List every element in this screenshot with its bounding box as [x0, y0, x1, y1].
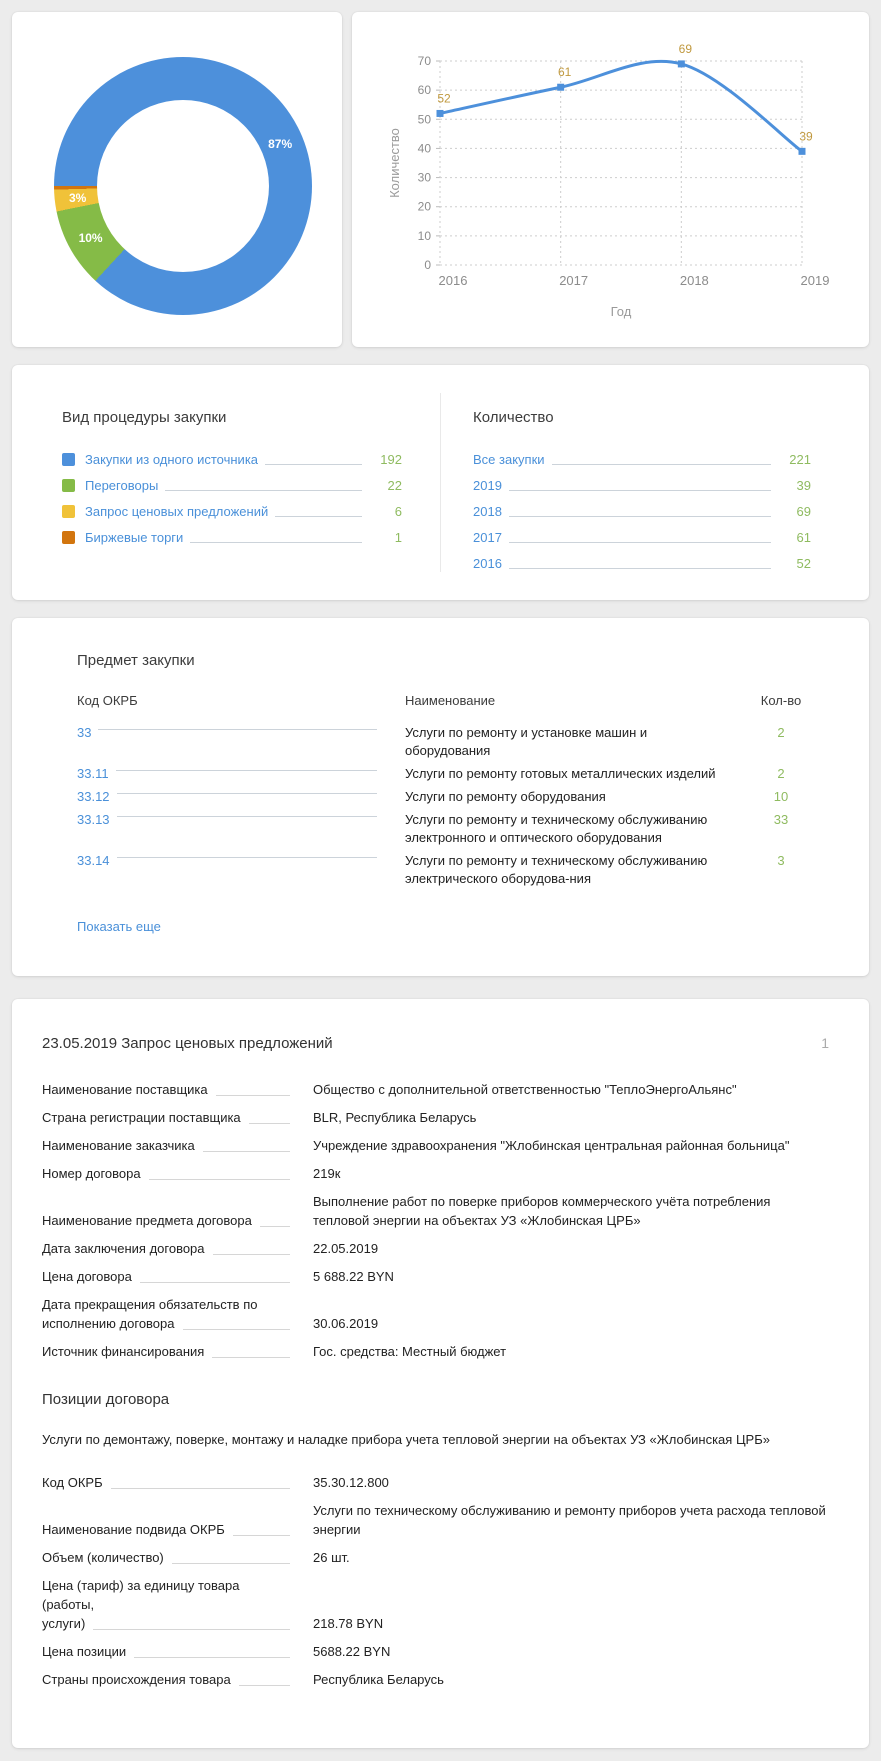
- count-panel-title: Количество: [473, 409, 554, 426]
- x-tick-label: 2018: [679, 273, 709, 288]
- field-label-line: [42, 1314, 290, 1333]
- row-name: Услуги по ремонту и техническому обслуживанию электронного и оптического оборудования: [405, 812, 708, 845]
- field-value: Услуги по техническому обслуживанию и ремонту приборов учета расхода тепловой энергии: [313, 1503, 826, 1537]
- leader-line: [117, 816, 377, 817]
- field-label-text: Дата прекращения обязательств по: [42, 1297, 258, 1312]
- leader-line: [111, 1488, 290, 1489]
- field-value: 5 688.22 BYN: [313, 1269, 394, 1284]
- leader-line: [203, 1151, 290, 1152]
- x-axis-title: Год: [610, 304, 632, 319]
- count-link[interactable]: Все закупки: [473, 451, 545, 467]
- count-value: 52: [796, 555, 811, 571]
- leader-line: [116, 770, 377, 771]
- field-value: 22.05.2019: [313, 1241, 379, 1256]
- leader-line: [509, 542, 771, 543]
- field-label: [42, 1576, 290, 1633]
- data-point-label: 61: [557, 65, 572, 80]
- data-point-marker: [437, 110, 444, 117]
- field-label-line: [42, 1670, 290, 1689]
- count-link[interactable]: 2019: [473, 477, 502, 493]
- leader-line: [260, 1226, 290, 1227]
- row-name: Услуги по ремонту и установке машин и оборудования: [405, 725, 648, 758]
- field-row: [42, 1080, 829, 1099]
- field-label-text: услуги): [42, 1616, 86, 1631]
- field-label: [42, 1295, 290, 1333]
- subject-card: [12, 618, 869, 976]
- count-item: [473, 550, 811, 576]
- data-point-marker: [678, 60, 685, 67]
- field-label-line: [42, 1520, 290, 1539]
- legend-link[interactable]: Биржевые торги: [85, 529, 184, 545]
- charts-row: [12, 12, 869, 347]
- field-label-line: [42, 1267, 290, 1286]
- count-value: 39: [796, 477, 811, 493]
- row-count: 2: [777, 766, 785, 781]
- field-label-text: Код ОКРБ: [42, 1475, 103, 1490]
- code-cell: [77, 811, 405, 829]
- legend-link[interactable]: Закупки из одного источника: [85, 451, 259, 467]
- row-name: Услуги по ремонту и техническому обслуживанию электрического оборудова-ния: [405, 853, 708, 886]
- contract-index: 1: [821, 1035, 829, 1051]
- leader-line: [216, 1095, 290, 1096]
- field-label: [42, 1670, 290, 1689]
- subject-title: Предмет закупки: [77, 652, 195, 669]
- leader-line: [149, 1179, 290, 1180]
- field-label-line: [42, 1548, 290, 1567]
- field-label-line: [42, 1614, 290, 1633]
- field-label-line: [42, 1342, 290, 1361]
- row-count: 2: [777, 725, 785, 740]
- positions-title: Позиции договора: [42, 1391, 170, 1408]
- donut-percent-label: 87%: [268, 136, 293, 151]
- field-label-text: Наименование заказчика: [42, 1138, 195, 1153]
- field-label: [42, 1642, 290, 1661]
- code-link[interactable]: 33.14: [77, 853, 110, 868]
- field-label-text: Наименование подвида ОКРБ: [42, 1522, 225, 1537]
- field-value: 219к: [313, 1166, 341, 1181]
- legend-value: 1: [394, 529, 402, 545]
- field-row: [42, 1576, 829, 1633]
- subject-table-body: [77, 724, 804, 888]
- legend-value: 22: [387, 477, 402, 493]
- x-tick-label: 2016: [438, 273, 468, 288]
- field-label-text: Цена (тариф) за единицу товара (работы,: [42, 1578, 240, 1612]
- field-row: [42, 1670, 829, 1689]
- code-cell: [77, 852, 405, 870]
- field-label-line: [42, 1164, 290, 1183]
- x-tick-label: 2017: [559, 273, 589, 288]
- column-header-name: Наименование: [405, 693, 496, 708]
- field-label: [42, 1520, 290, 1539]
- leader-line: [239, 1685, 290, 1686]
- count-item: [473, 472, 811, 498]
- legend-swatch: [62, 453, 75, 466]
- field-row: [42, 1473, 829, 1492]
- legend-item: [62, 498, 402, 524]
- code-cell: [77, 765, 405, 783]
- count-panel: [440, 393, 819, 572]
- field-label-line: [42, 1136, 290, 1155]
- procedure-legend-list: [62, 446, 402, 550]
- data-point-label: 52: [437, 91, 451, 106]
- count-value: 69: [796, 503, 811, 519]
- field-row: [42, 1295, 829, 1333]
- count-link[interactable]: 2016: [473, 555, 502, 571]
- data-point-label: 39: [799, 129, 813, 144]
- leader-line: [117, 857, 377, 858]
- legend-value: 6: [394, 503, 402, 519]
- code-cell: [77, 788, 405, 806]
- contract-header: [42, 1035, 829, 1052]
- row-count: 3: [777, 853, 785, 868]
- donut-percent-label: 10%: [78, 230, 103, 245]
- show-more-link[interactable]: Показать еще: [77, 919, 161, 934]
- leader-line: [509, 568, 771, 569]
- code-link[interactable]: 33: [77, 725, 92, 740]
- count-link-list: [473, 446, 811, 576]
- legend-swatch: [62, 479, 75, 492]
- y-tick-label: 40: [417, 141, 431, 156]
- field-label: [42, 1342, 290, 1361]
- count-link[interactable]: 2017: [473, 529, 502, 545]
- legend-item: [62, 472, 402, 498]
- leader-line: [140, 1282, 290, 1283]
- field-label-text: Объем (количество): [42, 1550, 164, 1565]
- field-label-line: [42, 1108, 290, 1127]
- field-row: [42, 1267, 829, 1286]
- field-label-text: Номер договора: [42, 1166, 141, 1181]
- count-item: [473, 446, 811, 472]
- donut-percent-label: 3%: [69, 191, 87, 206]
- data-point-marker: [799, 148, 806, 155]
- field-value: Общество с дополнительной ответственностью "ТеплоЭнергоАльянс": [313, 1082, 737, 1097]
- field-row: [42, 1239, 829, 1258]
- leader-line: [134, 1657, 290, 1658]
- position-fields: [42, 1473, 829, 1689]
- field-label-line: [42, 1642, 290, 1661]
- legend-link[interactable]: Запрос ценовых предложений: [85, 503, 269, 519]
- field-label: [42, 1473, 290, 1492]
- field-label: [42, 1164, 290, 1183]
- leader-line: [93, 1629, 290, 1630]
- row-count: 10: [773, 789, 789, 804]
- field-label: [42, 1548, 290, 1567]
- table-row: [77, 724, 804, 760]
- leader-line: [190, 542, 362, 543]
- field-row: [42, 1642, 829, 1661]
- count-link[interactable]: 2018: [473, 503, 502, 519]
- leader-line: [183, 1329, 291, 1330]
- field-row: [42, 1136, 829, 1155]
- field-label-text: Страна регистрации поставщика: [42, 1110, 241, 1125]
- leader-line: [117, 793, 377, 794]
- field-row: [42, 1164, 829, 1183]
- field-value: 5688.22 BYN: [313, 1644, 391, 1659]
- data-point-marker: [557, 84, 564, 91]
- leader-line: [165, 490, 362, 491]
- procedure-panel-title: Вид процедуры закупки: [62, 409, 227, 426]
- field-label-text: Цена позиции: [42, 1644, 127, 1659]
- y-tick-label: 0: [424, 258, 431, 272]
- legend-swatch: [62, 505, 75, 518]
- leader-line: [172, 1563, 290, 1564]
- field-value: BLR, Республика Беларусь: [313, 1110, 477, 1125]
- field-label-text: Дата заключения договора: [42, 1241, 205, 1256]
- field-value: 218.78 BYN: [313, 1616, 384, 1631]
- y-tick-label: 10: [417, 228, 431, 243]
- donut-chart-card: [12, 12, 342, 347]
- procedure-donut-chart: [54, 57, 312, 315]
- count-item: [473, 498, 811, 524]
- field-label: [42, 1211, 290, 1230]
- y-tick-label: 70: [417, 54, 431, 68]
- field-value: Республика Беларусь: [313, 1672, 444, 1687]
- contract-card: [12, 999, 869, 1748]
- field-label-text: Цена договора: [42, 1269, 132, 1284]
- leader-line: [249, 1123, 290, 1124]
- field-label-text: Наименование поставщика: [42, 1082, 208, 1097]
- row-name: Услуги по ремонту готовых металлических изделий: [405, 766, 716, 781]
- leader-line: [213, 1254, 290, 1255]
- column-header-count: Кол-во: [760, 693, 802, 708]
- legend-swatch: [62, 531, 75, 544]
- field-label-line: [42, 1473, 290, 1492]
- leader-line: [509, 516, 771, 517]
- table-row: [77, 852, 804, 888]
- field-value: 35.30.12.800: [313, 1475, 389, 1490]
- table-row: [77, 811, 804, 847]
- y-tick-label: 60: [417, 83, 431, 98]
- field-label: [42, 1136, 290, 1155]
- field-row: [42, 1342, 829, 1361]
- leader-line: [275, 516, 362, 517]
- leader-line: [509, 490, 771, 491]
- count-by-year-line-chart: [352, 12, 869, 347]
- field-label-text: Наименование предмета договора: [42, 1213, 252, 1228]
- legend-link[interactable]: Переговоры: [85, 477, 159, 493]
- field-value: Учреждение здравоохранения "Жлобинская центральная районная больница": [313, 1138, 790, 1153]
- count-value: 61: [796, 529, 811, 545]
- code-link[interactable]: 33.11: [77, 766, 109, 781]
- y-tick-label: 20: [417, 199, 431, 214]
- procedure-panel: [62, 409, 440, 556]
- y-axis-title: Количество: [387, 128, 402, 198]
- code-link[interactable]: 33.12: [77, 789, 110, 804]
- legend-item: [62, 524, 402, 550]
- field-row: [42, 1548, 829, 1567]
- y-tick-label: 30: [417, 170, 431, 185]
- field-row: [42, 1501, 829, 1539]
- field-value: Выполнение работ по поверке приборов коммерческого учёта потребления тепловой энергии на объектах УЗ «Жлобинская ЦРБ»: [313, 1194, 771, 1228]
- x-tick-label: 2019: [800, 273, 830, 288]
- leader-line: [265, 464, 362, 465]
- leader-line: [233, 1535, 290, 1536]
- table-row: [77, 788, 804, 806]
- field-label-text: Источник финансирования: [42, 1344, 205, 1359]
- code-cell: [77, 724, 405, 742]
- field-value: 26 шт.: [313, 1550, 350, 1565]
- field-row: [42, 1192, 829, 1230]
- field-label-line: [42, 1080, 290, 1099]
- position-summary: Услуги по демонтажу, поверке, монтажу и наладке прибора учета тепловой энергии на объектах УЗ «Жлобинская ЦРБ»: [42, 1432, 770, 1447]
- field-label: [42, 1239, 290, 1258]
- legend-value: 192: [380, 451, 402, 467]
- data-point-label: 69: [678, 41, 693, 56]
- contract-title: 23.05.2019 Запрос ценовых предложений: [42, 1035, 333, 1052]
- summary-panels-card: [12, 365, 869, 600]
- leader-line: [552, 464, 771, 465]
- field-label-line: [42, 1211, 290, 1230]
- leader-line: [212, 1357, 290, 1358]
- line-series: [440, 61, 802, 151]
- table-row: [77, 765, 804, 783]
- y-tick-label: 50: [417, 112, 431, 127]
- legend-item: [62, 446, 402, 472]
- field-label: [42, 1267, 290, 1286]
- field-row: [42, 1108, 829, 1127]
- row-name: Услуги по ремонту оборудования: [405, 789, 606, 804]
- field-label: [42, 1108, 290, 1127]
- column-header-code: Код ОКРБ: [77, 693, 138, 708]
- field-value: 30.06.2019: [313, 1316, 379, 1331]
- row-count: 33: [773, 812, 789, 827]
- count-value: 221: [789, 451, 811, 467]
- subject-table-header: [77, 693, 804, 708]
- field-label-text: исполнению договора: [42, 1316, 175, 1331]
- leader-line: [98, 729, 377, 730]
- count-item: [473, 524, 811, 550]
- line-chart-card: [352, 12, 869, 347]
- contract-fields: [42, 1080, 829, 1361]
- field-label: [42, 1080, 290, 1099]
- code-link[interactable]: 33.13: [77, 812, 110, 827]
- field-label-line: [42, 1239, 290, 1258]
- field-label-text: Страны происхождения товара: [42, 1672, 231, 1687]
- field-value: Гос. средства: Местный бюджет: [313, 1344, 507, 1359]
- donut-hole: [97, 100, 269, 272]
